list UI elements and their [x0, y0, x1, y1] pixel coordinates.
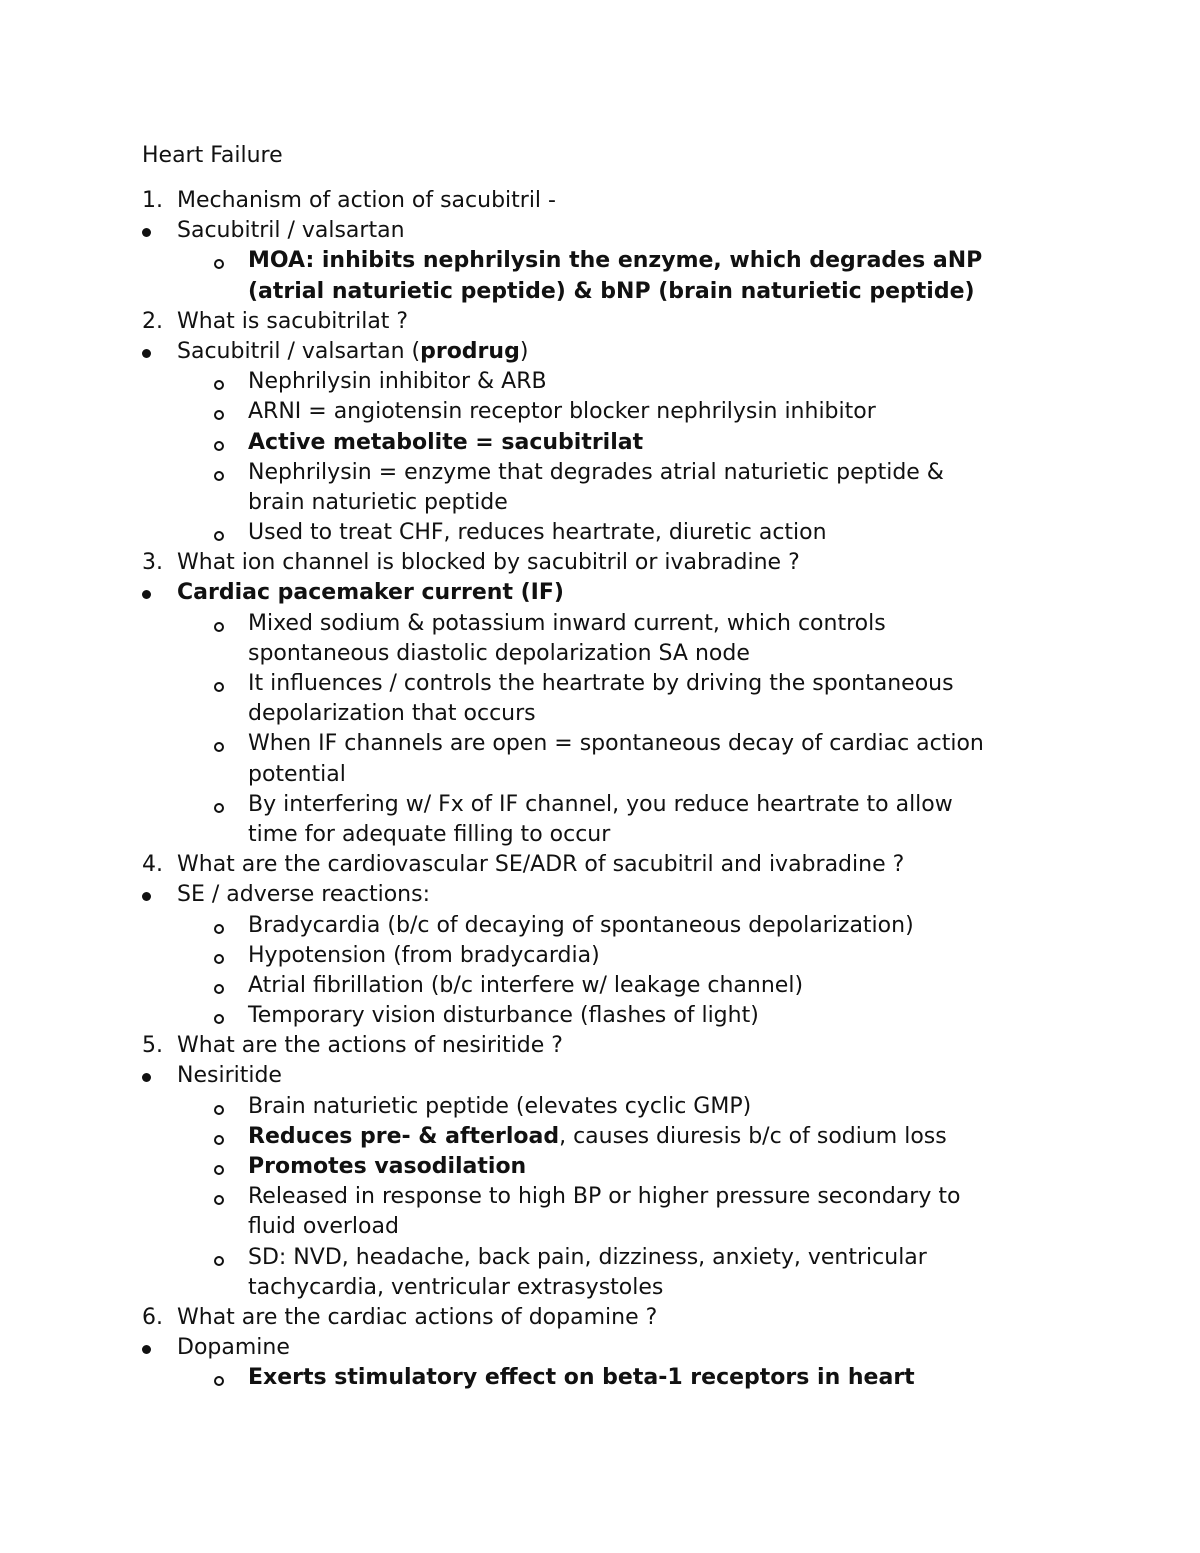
circle-bullet-icon: [214, 471, 224, 481]
sub-item-text: potential: [248, 761, 346, 787]
sub-item-text: SD: NVD, headache, back pain, dizziness, anxiety, ventricular: [248, 1244, 927, 1270]
question-number: 4.: [142, 852, 163, 878]
sub-item-text: Nephrilysin = enzyme that degrades atrial naturietic peptide &: [248, 459, 944, 485]
sub-item: [0, 609, 1200, 639]
bullet-icon: [142, 349, 151, 358]
sub-item: [0, 1092, 1200, 1122]
sub-item-text: Active metabolite = sacubitrilat: [248, 429, 644, 455]
circle-bullet-icon: [214, 259, 224, 269]
circle-bullet-icon: [214, 531, 224, 541]
question-6: [0, 1303, 1200, 1333]
bullet-item: [0, 1061, 1200, 1091]
sub-item-text: brain naturietic peptide: [248, 489, 508, 515]
sub-item-text: Mixed sodium & potassium inward current, which controls: [248, 610, 886, 636]
sub-item-text: It influences / controls the heartrate by driving the spontaneous: [248, 671, 954, 696]
sub-item-text: Used to treat CHF, reduces heartrate, diuretic action: [248, 520, 827, 546]
bullet-icon: [142, 228, 151, 237]
bullet-item: [0, 337, 1200, 367]
bullet-text: Cardiac pacemaker current (IF): [177, 580, 564, 606]
sub-item-continuation: [0, 277, 1200, 307]
sub-item-text: MOA: inhibits nephrilysin the enzyme, which degrades aNP: [248, 248, 983, 274]
circle-bullet-icon: [214, 984, 224, 994]
question-4: [0, 850, 1200, 880]
circle-bullet-icon: [214, 803, 224, 813]
bullet-text: [177, 337, 528, 367]
question-text: What are the actions of nesiritide ?: [177, 1033, 563, 1059]
circle-bullet-icon: [214, 1256, 224, 1266]
circle-bullet-icon: [214, 954, 224, 964]
question-text: What ion channel is blocked by sacubitril or ivabradine ?: [177, 550, 800, 576]
sub-item-continuation: [0, 699, 1200, 729]
circle-bullet-icon: [214, 1376, 224, 1386]
sub-item: [0, 518, 1200, 548]
circle-bullet-icon: [214, 742, 224, 752]
sub-item-continuation: [0, 639, 1200, 669]
sub-item-continuation: [0, 1273, 1200, 1303]
sub-item: [0, 1243, 1200, 1273]
sub-item: [0, 911, 1200, 941]
circle-bullet-icon: [214, 380, 224, 390]
bullet-text-pre: Sacubitril / valsartan (: [177, 338, 421, 364]
circle-bullet-icon: [214, 441, 224, 451]
sub-item: [0, 729, 1200, 759]
sub-item-text: Released in response to high BP or higher pressure secondary to: [248, 1184, 961, 1210]
sub-item-text: fluid overload: [248, 1214, 399, 1240]
bullet-text-post: ): [519, 338, 529, 364]
sub-item-text: Nephrilysin inhibitor & ARB: [248, 369, 547, 395]
sub-item: [0, 971, 1200, 1001]
sub-item-text: tachycardia, ventricular extrasystoles: [248, 1274, 664, 1300]
bullet-item: [0, 578, 1200, 608]
sub-item: [0, 1363, 1200, 1393]
sub-item: [0, 397, 1200, 427]
sub-item-text: Temporary vision disturbance (flashes of light): [248, 1003, 759, 1029]
sub-item-text: (atrial naturietic peptide) & bNP (brain naturietic peptide): [248, 278, 975, 304]
bullet-icon: [142, 590, 151, 599]
circle-bullet-icon: [214, 410, 224, 420]
bullet-text: Nesiritide: [177, 1063, 282, 1089]
sub-item: [0, 669, 1200, 699]
sub-item-text: Hypotension (from bradycardia): [248, 942, 600, 968]
question-number: 2.: [142, 308, 163, 334]
question-3: [0, 548, 1200, 578]
sub-item-text: time for adequate filling to occur: [248, 821, 611, 847]
sub-item-continuation: [0, 488, 1200, 518]
sub-item: [0, 428, 1200, 458]
sub-item: [0, 458, 1200, 488]
sub-item-continuation: [0, 760, 1200, 790]
question-number: 5.: [142, 1033, 163, 1059]
bullet-icon: [142, 892, 151, 901]
bullet-text: Dopamine: [177, 1335, 290, 1361]
sub-item-text: When IF channels are open = spontaneous decay of cardiac action: [248, 731, 984, 757]
bullet-icon: [142, 1345, 151, 1354]
sub-item: [0, 1001, 1200, 1031]
sub-item: [0, 941, 1200, 971]
bullet-item: [0, 1333, 1200, 1363]
sub-item-continuation: [0, 820, 1200, 850]
sub-item: [0, 367, 1200, 397]
circle-bullet-icon: [214, 1135, 224, 1145]
question-text: What are the cardiovascular SE/ADR of sacubitril and ivabradine ?: [177, 852, 905, 878]
circle-bullet-icon: [214, 682, 224, 692]
circle-bullet-icon: [214, 622, 224, 632]
sub-item: [0, 1122, 1200, 1152]
sub-item-text-rest: , causes diuresis b/c of sodium loss: [559, 1123, 947, 1149]
sub-item-text: Bradycardia (b/c of decaying of spontaneous depolarization): [248, 912, 914, 938]
document-title: Heart Failure: [142, 143, 283, 168]
bullet-text: Sacubitril / valsartan: [177, 218, 405, 244]
sub-item-text: ARNI = angiotensin receptor blocker nephrilysin inhibitor: [248, 399, 876, 425]
sub-item-text: Promotes vasodilation: [248, 1154, 527, 1179]
circle-bullet-icon: [214, 1165, 224, 1175]
question-1: [0, 186, 1200, 216]
sub-item-continuation: [0, 1212, 1200, 1242]
sub-item: [0, 1182, 1200, 1212]
circle-bullet-icon: [214, 1195, 224, 1205]
sub-item-text: [248, 1122, 947, 1152]
question-number: 6.: [142, 1304, 163, 1330]
sub-item-text: Atrial fibrillation (b/c interfere w/ leakage channel): [248, 972, 804, 998]
bullet-item: [0, 216, 1200, 246]
question-5: [0, 1031, 1200, 1061]
sub-item: [0, 246, 1200, 276]
bullet-item: [0, 880, 1200, 910]
question-number: 1.: [142, 188, 163, 213]
document-body: [0, 186, 1200, 1394]
circle-bullet-icon: [214, 924, 224, 934]
sub-item: [0, 790, 1200, 820]
sub-item: [0, 1152, 1200, 1182]
question-text: What are the cardiac actions of dopamine ?: [177, 1304, 658, 1330]
sub-item-text: Exerts stimulatory effect on beta-1 receptors in heart: [248, 1365, 915, 1391]
circle-bullet-icon: [214, 1105, 224, 1115]
sub-item-text-bold: Reduces pre- & afterload: [248, 1123, 560, 1149]
circle-bullet-icon: [214, 1014, 224, 1024]
question-number: 3.: [142, 550, 163, 576]
sub-item-text: depolarization that occurs: [248, 701, 536, 727]
question-text: Mechanism of action of sacubitril -: [177, 188, 556, 213]
bullet-icon: [142, 1073, 151, 1082]
sub-item-text: spontaneous diastolic depolarization SA node: [248, 640, 750, 666]
bullet-text: SE / adverse reactions:: [177, 882, 430, 908]
question-2: [0, 307, 1200, 337]
sub-item-text: Brain naturietic peptide (elevates cyclic GMP): [248, 1093, 752, 1119]
bullet-text-bold: prodrug: [420, 338, 520, 364]
question-text: What is sacubitrilat ?: [177, 308, 409, 334]
sub-item-text: By interfering w/ Fx of IF channel, you reduce heartrate to allow: [248, 791, 953, 817]
